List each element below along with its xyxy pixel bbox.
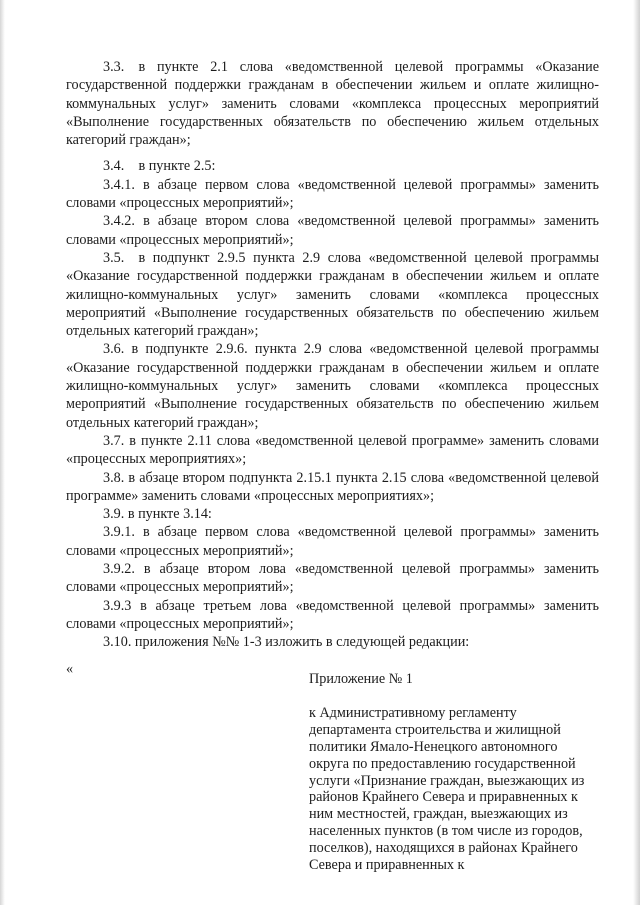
paragraph-3-7: 3.7. в пункте 2.11 слова «ведомственной целевой программе» заменить словами «процессных мероприятиях»; [66,432,599,468]
paragraph-3-4-1: 3.4.1. в абзаце первом слова «ведомственной целевой программы» заменить словами «процессных мероприятий»; [66,176,599,212]
paragraph-3-5: 3.5. в подпункт 2.9.5 пункта 2.9 слова «ведомственной целевой программы «Оказание государственной поддержки гражданам в обеспечении жильем и оплате жилищно-коммунальных услуг» заменить словами «комплекса процессных мероприятий «Выполнение государственных обязательств по обеспечению жильем отдельных категорий граждан»; [66,249,599,340]
paragraph-3-9-3: 3.9.3 в абзаце третьем лова «ведомственной целевой программы» заменить словами «процессных мероприятий»; [66,597,599,632]
paragraph-3-9: 3.9. в пункте 3.14: [103,506,212,523]
paragraph-3-4-2: 3.4.2. в абзаце втором слова «ведомственной целевой программы» заменить словами «процессных мероприятий»; [66,213,599,248]
paragraph-3-6: 3.6. в подпункте 2.9.6. пункта 2.9 слова «ведомственной целевой программы «Оказание государственной поддержки гражданам в обеспечении жильем и оплате жилищно-коммунальных услуг» заменить словами «комплекса процессных мероприятий «Выполнение государственных обязательств по обеспечению жильем отдельных категорий граждан»; [66,341,599,431]
appendix-header [309,671,589,874]
paragraph-3-10: 3.10. приложения №№ 1-3 изложить в следующей редакции: [103,634,470,651]
appendix-description: к Административному регламенту департамента строительства и жилищной политики Ямало-Ненецкого автономного округа по предоставлению государственной услуги «Признание граждан, выезжающих из районов Крайнего Севера и приравненных к ним местностей, граждан, выезжающих из населенных пунктов (в том числе из городов, поселков), находящихся в районах Крайнего Севера и приравненных к [309,704,585,874]
paragraph-3-9-1: 3.9.1. в абзаце первом слова «ведомственной целевой программы» заменить словами «процессных мероприятий»; [66,524,599,559]
scan-edge-left [0,0,5,905]
scan-edge-right [633,0,640,905]
opening-quote-mark: « [66,660,74,677]
paragraph-3-9-2: 3.9.2. в абзаце втором лова «ведомственной целевой программы» заменить словами «процессных мероприятий»; [66,561,599,596]
paragraph-3-3: 3.3. в пункте 2.1 слова «ведомственной целевой программы «Оказание государственной поддержки гражданам в обеспечении жильем и оплате жилищно-коммунальных услуг» заменить словами «комплекса процессных мероприятий «Выполнение государственных обязательств по обеспечению жильем отдельных категорий граждан»; [66,59,599,149]
document-body [66,58,599,678]
appendix-title: Приложение № 1 [309,671,413,687]
paragraph-3-8: 3.8. в абзаце втором подпункта 2.15.1 пункта 2.15 слова «ведомственной целевой программе» заменить словами «процессных мероприятиях»; [66,469,599,504]
paragraph-3-4: 3.4. в пункте 2.5: [103,158,216,175]
